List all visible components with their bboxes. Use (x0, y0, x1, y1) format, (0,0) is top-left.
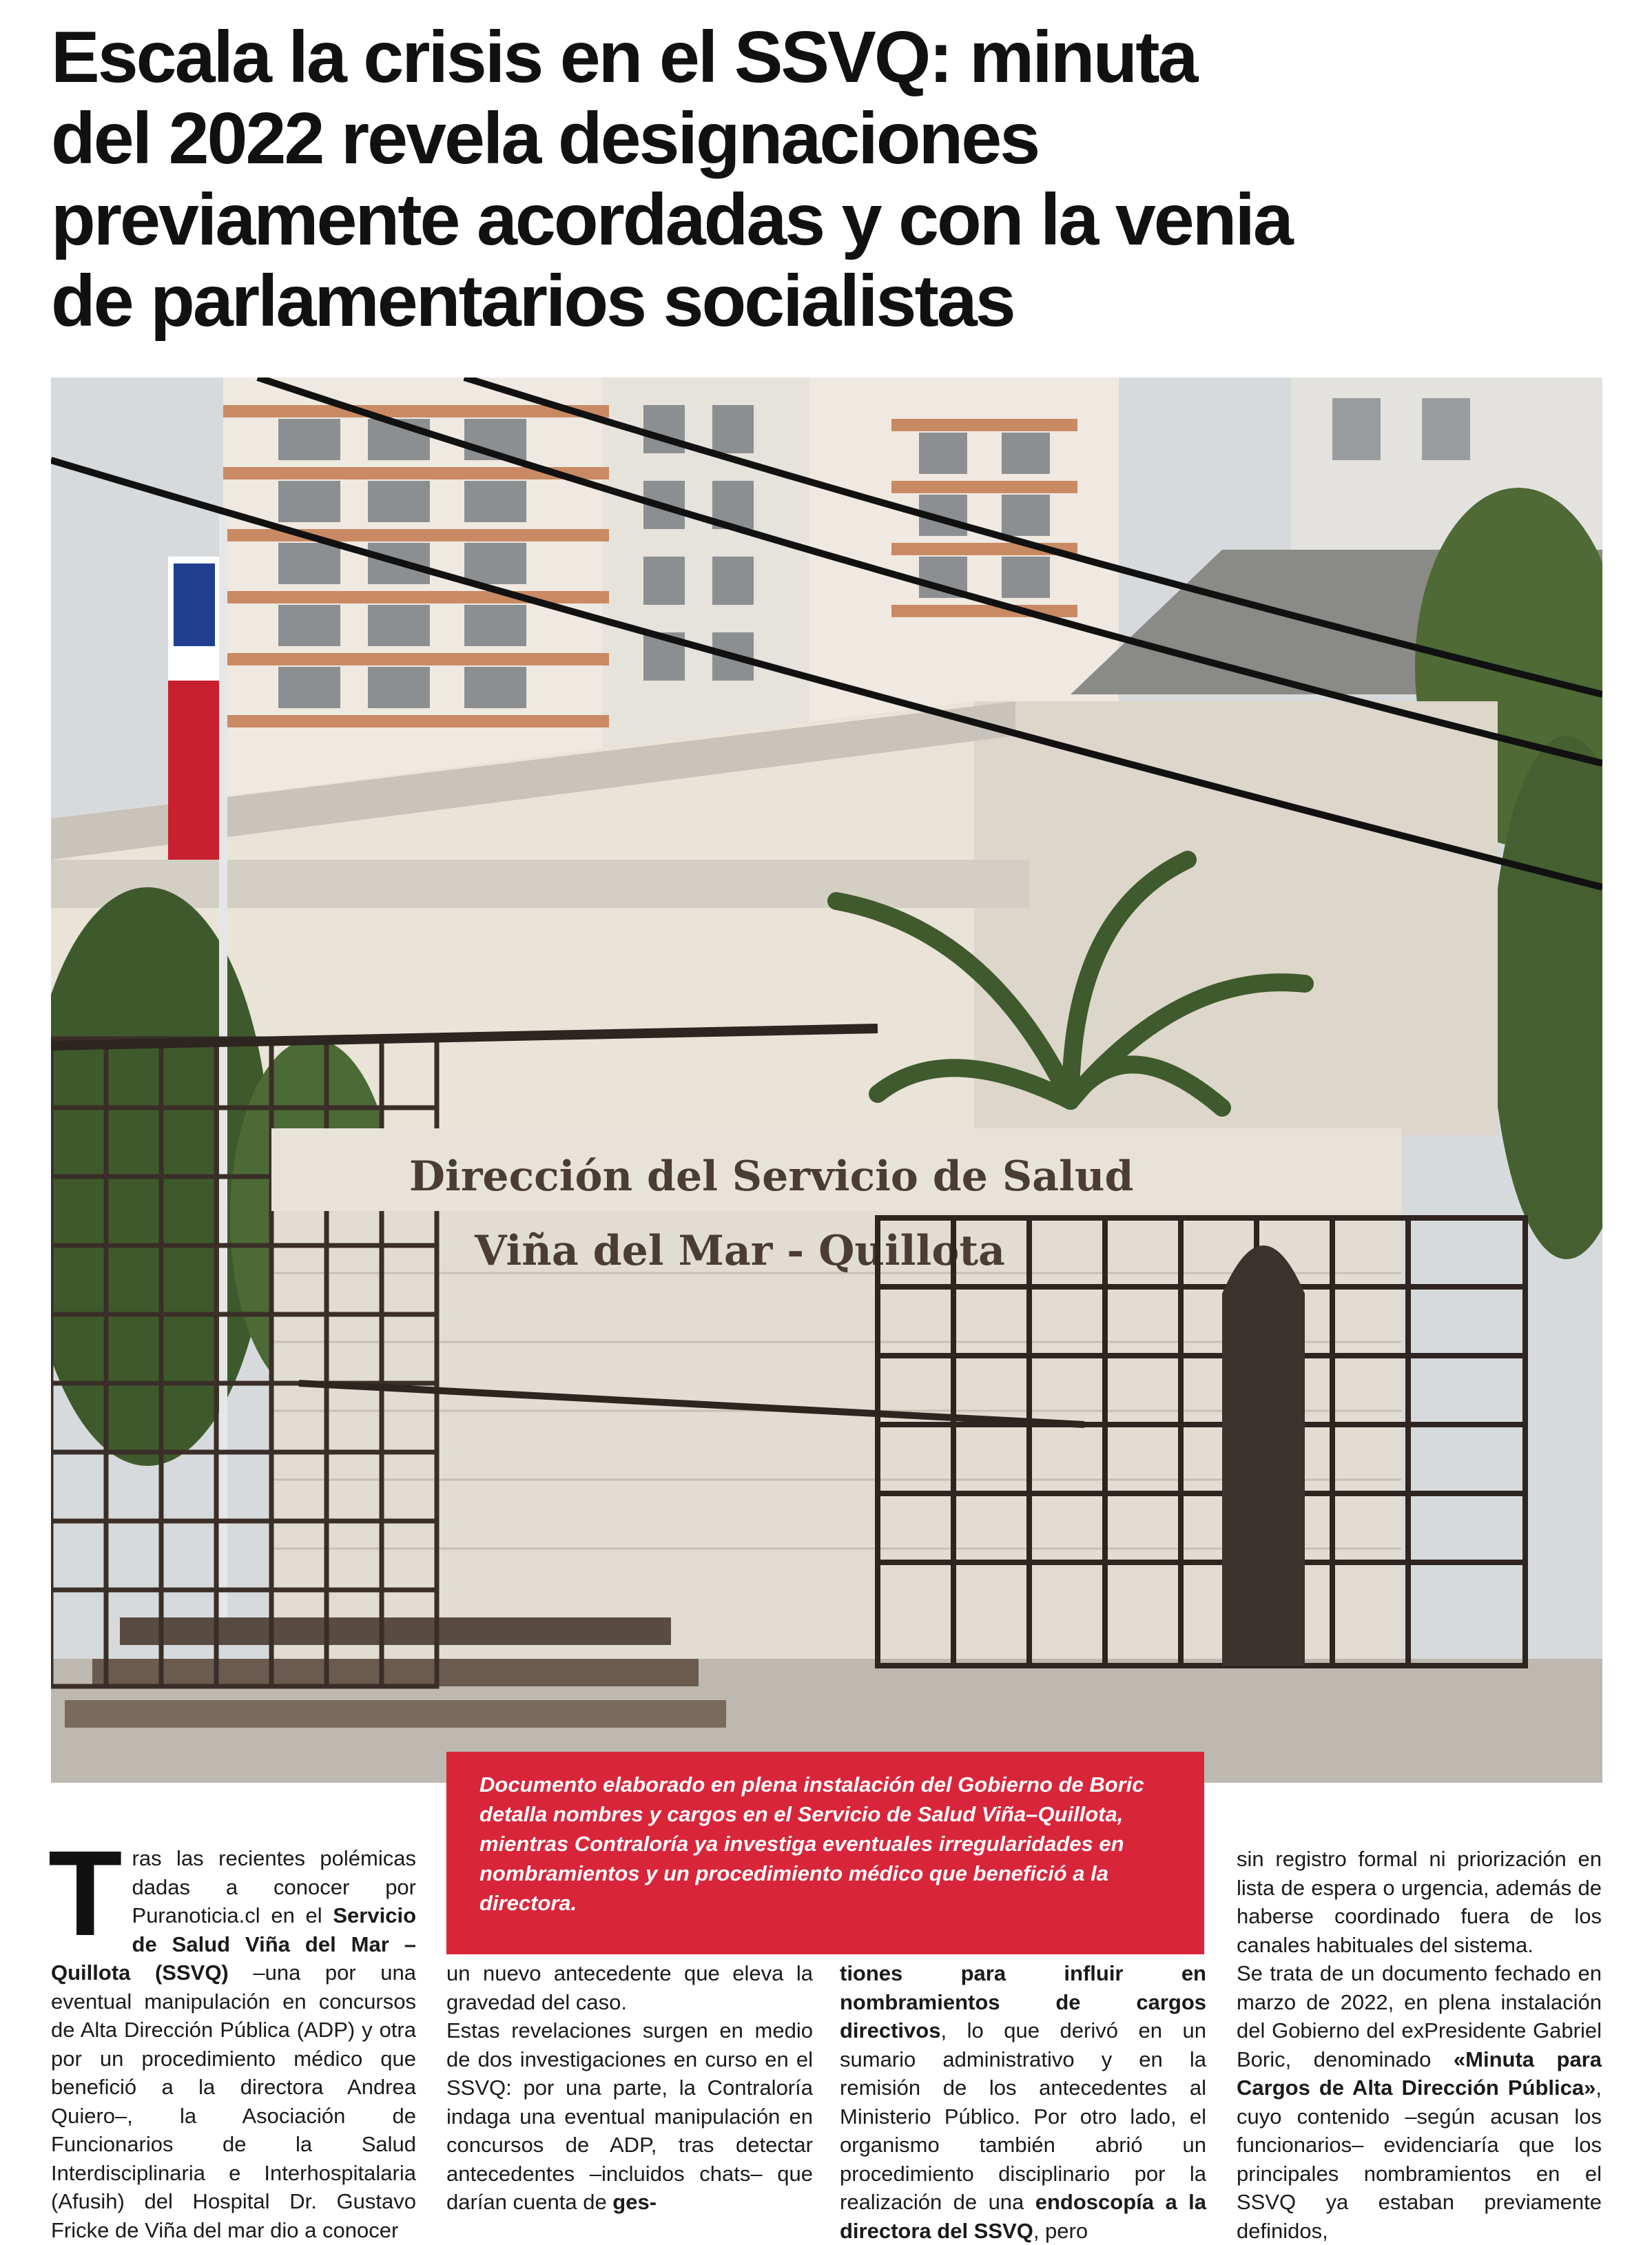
column-3-paragraph (840, 1959, 1206, 2245)
column-1-text-a: ras las recientes polémicas dadas a conocer por Puranoticia.cl en el (132, 1846, 416, 1927)
column-2-paragraph-2 (446, 2016, 813, 2217)
sign-line-1: Dirección del Servicio de Salud (409, 1152, 1134, 1201)
column-3-text-b: , lo que derivó en un sumario administrativo y en la remisión de los antecedentes al Ministerio Público. Por otro lado, el organismo también abrió un procedimiento disciplinario por la realización de una (840, 2018, 1206, 2214)
column-2-bold: ges- (612, 2190, 657, 2214)
article-column-3 (840, 1959, 1206, 2245)
headline-line: del 2022 revela designaciones (51, 98, 1039, 179)
headline-line: Escala la crisis en el SSVQ: minuta (51, 17, 1197, 98)
column-4-paragraph-2 (1237, 1959, 1602, 2245)
column-3-bold-a: tiones para influir en nombramientos de cargos directivos (840, 1961, 1206, 2042)
article-photo (51, 377, 1602, 1783)
article-column-4 (1237, 1845, 1602, 2245)
column-1-bold: Servicio de Salud Viña del Mar – Quillota (SSVQ) (51, 1903, 416, 1985)
article-column-1 (48, 1826, 416, 2244)
callout-box (446, 1752, 1204, 1954)
column-4-bold: «Minuta para Cargos de Alta Dirección Pública» (1237, 2047, 1602, 2100)
article-column-2 (446, 1959, 813, 2217)
sign-line-2: Viña del Mar - Quillota (475, 1227, 1005, 1275)
drop-cap: T (48, 1826, 123, 1961)
column-4-text-a: Se trata de un documento fechado en marzo de 2022, en plena instalación del Gobierno del exPresidente Gabriel Boric, denominado (1237, 1961, 1602, 2071)
column-3-text-d: , pero (1033, 2218, 1088, 2243)
headline-line: previamente acordadas y con la venia (51, 179, 1292, 260)
column-2-text: Estas revelaciones surgen en medio de dos investigaciones en curso en el SSVQ: por una parte, la Contraloría indaga una eventual manipulación en concursos de ADP, tras detectar antecedentes –incluidos chats– que darían cuenta de (446, 2018, 813, 2214)
column-3-bold-c: endoscopía a la directora del SSVQ (840, 2190, 1207, 2243)
column-4-paragraph-1: sin registro formal ni priorización en lista de espera o urgencia, además de haberse coordinado fuera de los canales habituales del sistema. (1237, 1847, 1602, 1957)
column-1-text-c: –una por una eventual manipulación en concursos de Alta Dirección Pública (ADP) y otra por un procedimiento médico que benefició a la directora Andrea Quiero–, la Asociación de Funcionarios de la Salud Interdisciplinaria e Interhospitalaria (Afusih) del Hospital Dr. Gustavo Fricke de Viña del mar dio a conocer (51, 1961, 416, 2242)
column-2-paragraph-1: un nuevo antecedente que eleva la gravedad del caso. (446, 1961, 813, 2014)
callout-text: Documento elaborado en plena instalación del Gobierno de Boric detalla nombres y cargos en el Servicio de Salud Viña–Quillota, mientras Contraloría ya investiga eventuales irregularidades en nombramientos y un procedimiento médico que benefició a la directora. (479, 1772, 1144, 1915)
headline (51, 17, 1601, 342)
column-4-text-c: , cuyo contenido –según acusan los funcionarios– evidenciaría que los principales nombramientos en el SSVQ ya estaban previamente definidos, (1237, 2076, 1602, 2243)
headline-line: de parlamentarios socialistas (51, 260, 1014, 342)
